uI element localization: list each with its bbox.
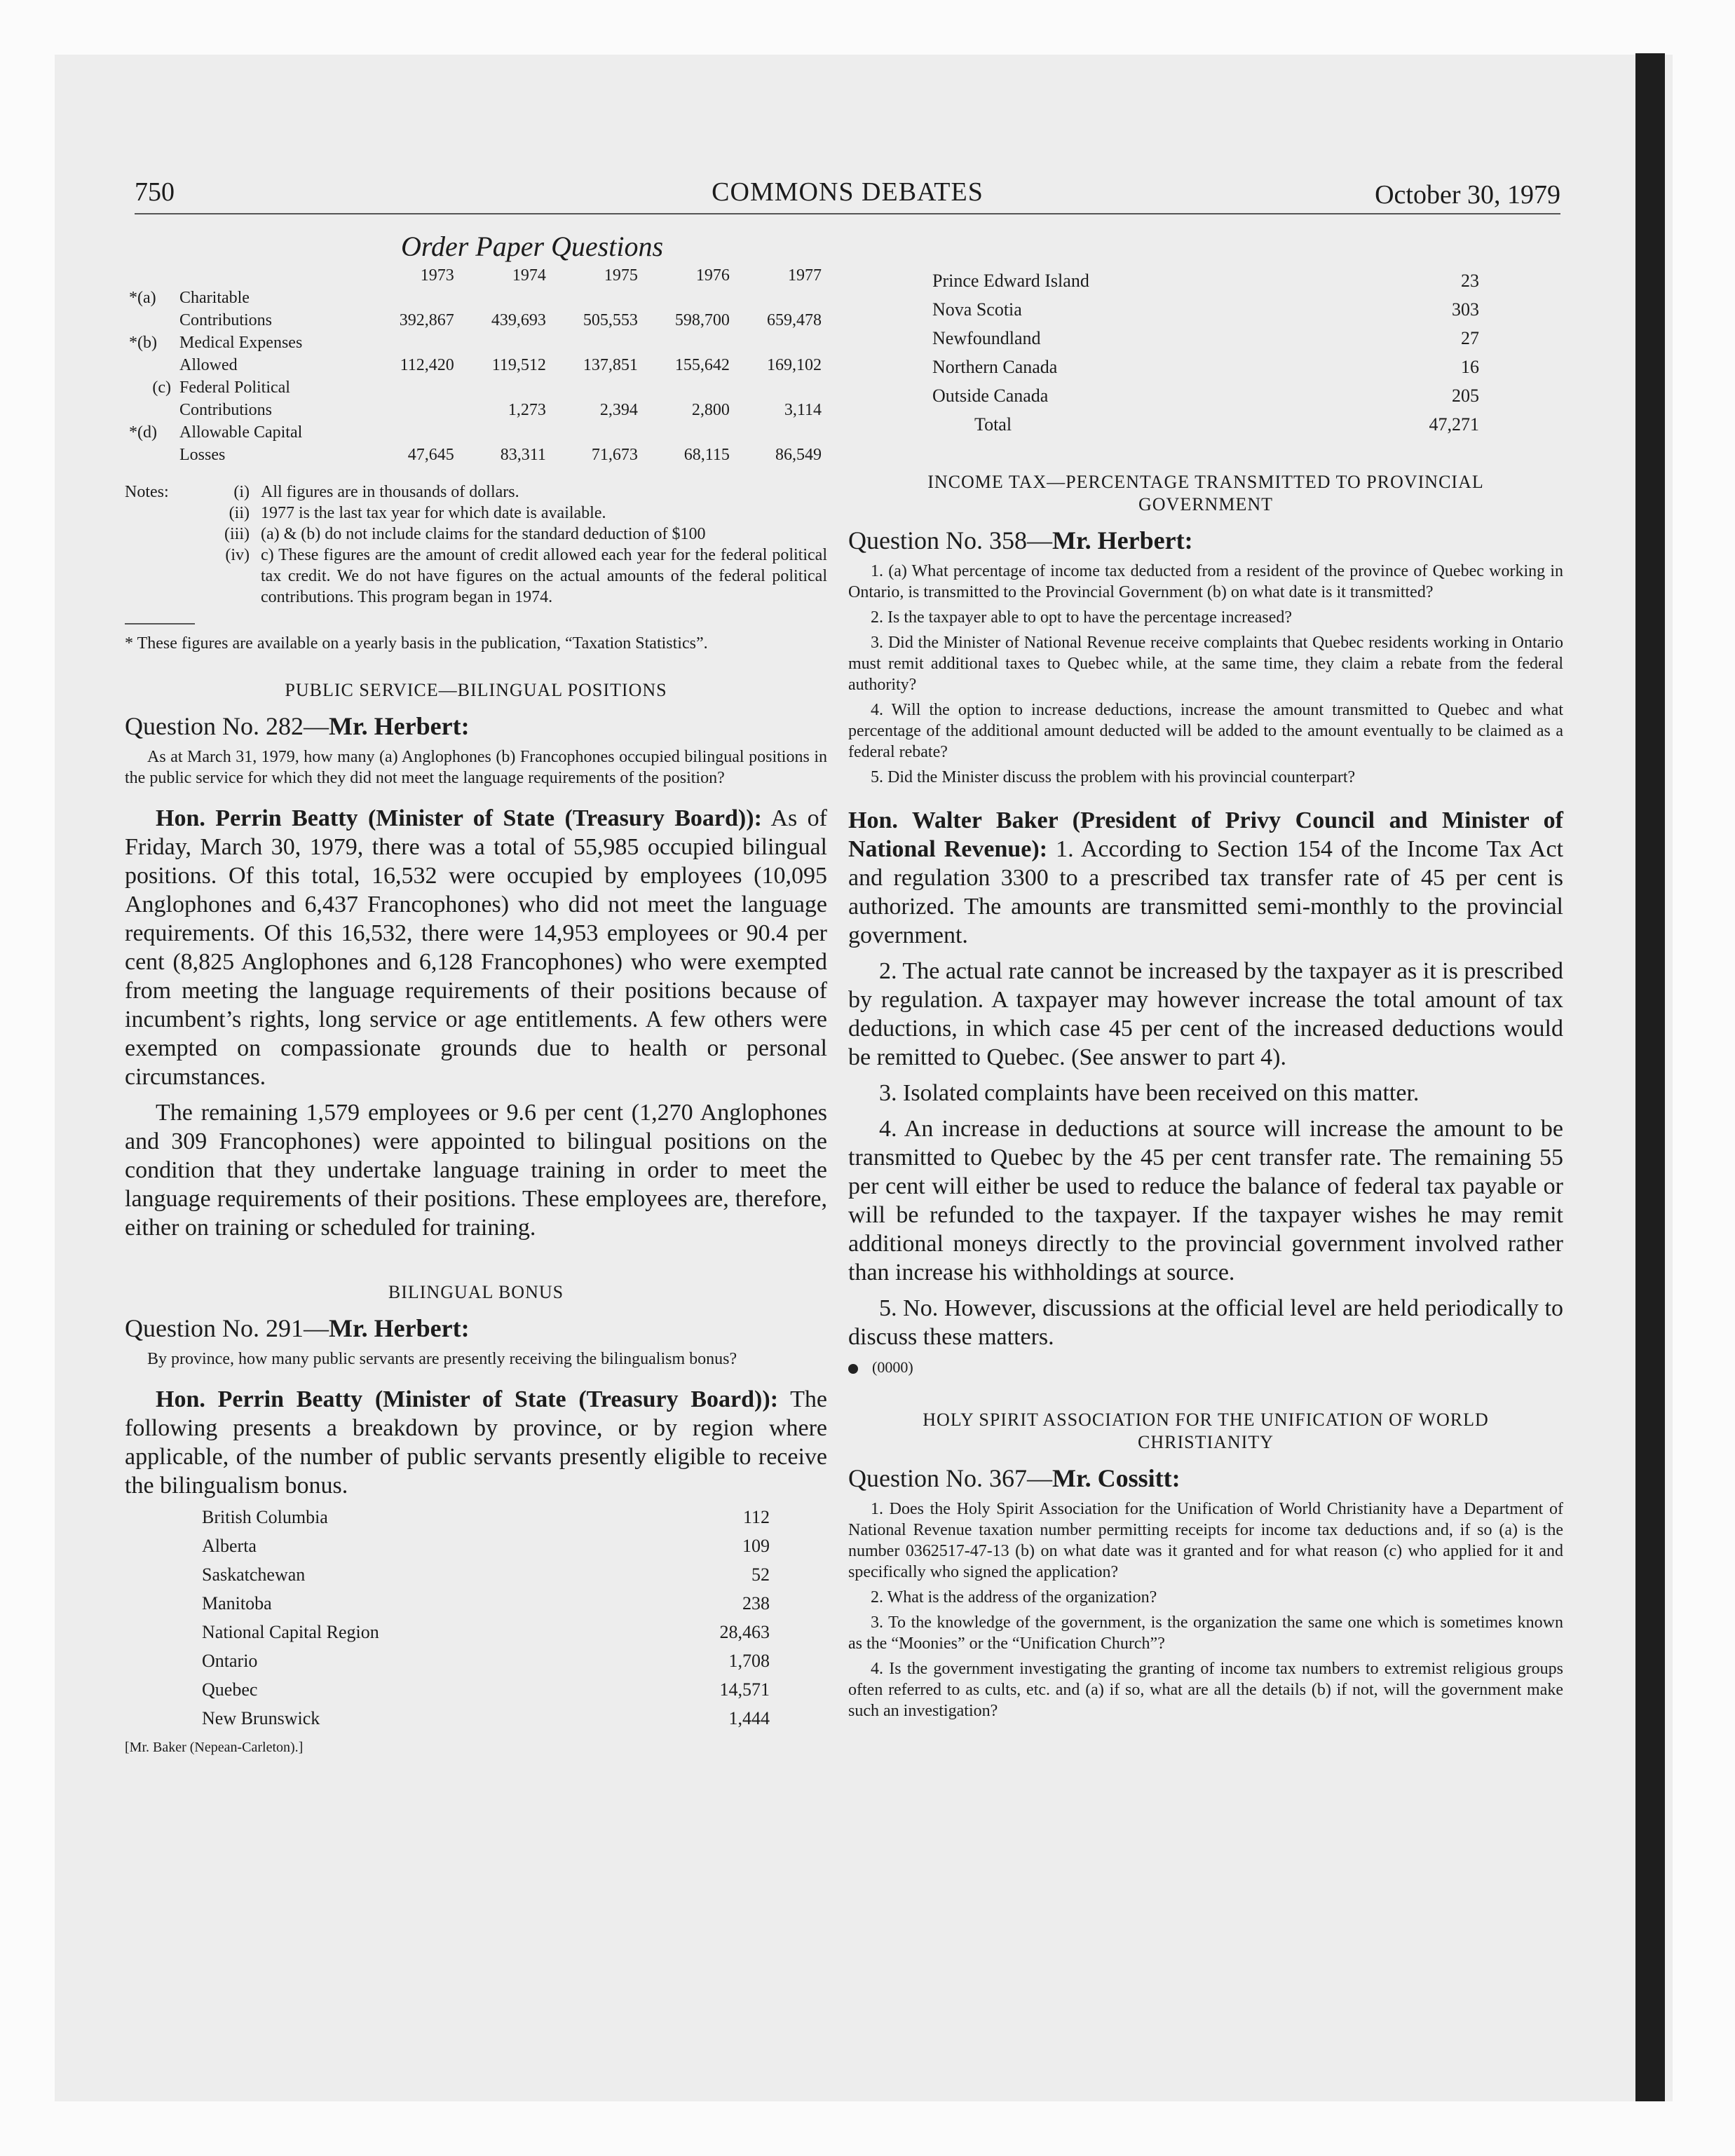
list-item [125,1531,770,1560]
question-text: 1. Does the Holy Spirit Association for the Unification of World Christianity have a Department of National Revenue taxation number permitting receipts for income tax deductions and, if so (a) is the number 0362517-47-13 (b) on what date was it granted and for what reason (c) who applied for it and specifically who signed the application? [848,1500,1563,1581]
statistics-table [125,264,826,466]
province-count: 52 [751,1564,770,1585]
province-name: Nova Scotia [932,299,1022,320]
year-header: 1977 [788,266,822,285]
table-cell: 439,693 [491,311,546,329]
list-item [125,1560,770,1589]
total-row [848,410,1479,439]
row-label: Losses [179,446,226,464]
row-label: Charitable [179,289,250,307]
province-count: 27 [1461,328,1479,348]
province-name: Outside Canada [932,386,1049,406]
table-notes [125,482,827,608]
row-label: Allowed [179,356,238,374]
note-text: All figures are in thousands of dollars. [261,483,519,501]
table-cell: 68,115 [683,446,730,464]
province-name: Saskatchewan [202,1564,306,1585]
question-member: Mr. Herbert: [329,712,470,740]
province-count: 112 [742,1507,770,1527]
year-header: 1976 [695,266,730,285]
table-cell: 155,642 [674,356,730,374]
province-count: 1,444 [728,1708,770,1728]
table-header-row [125,264,826,287]
speaker-name: Hon. Walter Baker (President of Privy Council and Minister of National Revenue): [848,807,1563,862]
question-heading [848,1464,1563,1493]
answer-paragraph: 4. An increase in deductions at source will increase the amount to be transmitted to Quebec by the 45 per cent transfer rate. The remaining 55 per cent will either be used to reduce the balance of federal tax payable or will be refunded to the taxpayer. If the taxpayer wishes he may remit additional moneys directly to the provincial government involved rather than increase his withholdings at source. [848,1116,1563,1285]
row-label: Federal Political [179,378,290,397]
answer-paragraph: 2. The actual rate cannot be increased by the taxpayer as it is prescribed by regulation. A taxpayer may however increase the total amount of tax deductions, in which case 45 per cent of the increased deductions would be remitted to Quebec. (See answer to part 4). [848,958,1563,1070]
list-item [848,381,1479,410]
province-count: 14,571 [719,1679,770,1700]
province-count: 205 [1452,386,1479,406]
marker-text: (0000) [872,1358,913,1376]
section-heading: BILINGUAL BONUS [388,1282,564,1302]
question-member: Mr. Herbert: [329,1314,470,1342]
table-cell: 1,273 [508,401,546,419]
list-item [125,1503,770,1531]
note-text: (a) & (b) do not include claims for the standard deduction of $100 [261,525,706,543]
list-item [848,324,1479,353]
bullet-icon [848,1364,858,1374]
province-count: 28,463 [719,1622,770,1642]
total-value: 47,271 [1429,414,1479,435]
question-text: 1. (a) What percentage of income tax deducted from a resident of the province of Quebec working in Ontario, is transmitted to the Provincial Government (b) on what date is it transmitted? [848,562,1563,601]
table-cell: 392,867 [399,311,454,329]
answer-text: The following presents a breakdown by province, or by region where applicable, of the number of public servants presently eligible to receive the bilingualism bonus. [125,1386,827,1499]
note-item [125,524,827,545]
question-text: 3. Did the Minister of National Revenue receive complaints that Quebec residents working in Ontario must remit additional taxes to Quebec while, at the same time, they claim a rebate from the federal authority? [848,634,1563,694]
table-cell: 86,549 [775,446,822,464]
province-count: 16 [1461,357,1479,377]
section-title: Order Paper Questions [400,231,664,262]
province-name: National Capital Region [202,1622,379,1642]
list-item [125,1618,770,1646]
divider [125,623,195,625]
right-column [848,266,1563,1726]
row-label: Medical Expenses [179,334,303,352]
section-heading: HOLY SPIRIT ASSOCIATION FOR THE UNIFICATION OF WORLD CHRISTIANITY [923,1410,1489,1452]
province-name: Alberta [202,1536,257,1556]
question-number: Question No. 358— [848,526,1052,554]
table-cell: 119,512 [491,356,546,374]
question-text: 3. To the knowledge of the government, is the organization the same one which is sometimes known as the “Moonies” or the “Unification Church”? [848,1613,1563,1653]
year-header: 1975 [604,266,638,285]
total-label: Total [974,414,1012,435]
speaker-name: Hon. Perrin Beatty (Minister of State (Treasury Board)): [156,805,762,831]
table-cell: 598,700 [674,311,730,329]
table-cell: 169,102 [767,356,822,374]
list-item [125,1675,770,1704]
question-member: Mr. Herbert: [1052,526,1193,554]
note-number: (iii) [224,525,250,543]
province-count: 303 [1452,299,1479,320]
table-row [125,287,826,309]
row-label: Contributions [179,311,273,329]
page-number: 750 [135,177,175,207]
province-count: 23 [1461,271,1479,291]
answer-text: 1. According to Section 154 of the Income Tax Act and regulation 3300 to a prescribed tax transfer rate of 45 per cent is authorized. The amounts are transmitted semi-monthly to the provincial government. [848,836,1564,948]
note-item [125,545,827,608]
notes-label: Notes: [125,483,169,501]
question-text: As at March 31, 1979, how many (a) Anglophones (b) Francophones occupied bilingual positions in the public service for which they did not meet the language requirements of the position? [125,748,827,787]
question-text: By province, how many public servants are presently receiving the bilingualism bonus? [147,1350,737,1368]
answer-paragraph: 3. Isolated complaints have been received on this matter. [879,1080,1420,1106]
answer-paragraph [848,806,1563,950]
list-item [125,1589,770,1618]
table-row [125,421,826,444]
province-count: 109 [742,1536,770,1556]
list-item [848,353,1479,381]
table-cell: 2,394 [599,401,638,419]
table-row [125,332,826,354]
province-list-continued [848,266,1479,439]
scan-edge-bar [1635,53,1665,2101]
row-marker: *(b) [129,334,157,352]
year-header: 1973 [420,266,454,285]
row-label: Contributions [179,401,273,419]
question-number: Question No. 291— [125,1314,329,1342]
table-row [125,309,826,332]
speaker-attribution: [Mr. Baker (Nepean-Carleton).] [125,1740,304,1755]
table-cell: 2,800 [691,401,730,419]
list-item [848,266,1479,295]
table-cell: 505,553 [583,311,638,329]
table-cell: 659,478 [767,311,822,329]
question-text: 4. Will the option to increase deductions, increase the amount transmitted to Quebec and what percentage of the additional amount deducted will be added to the amount eventually to be claimed as a federal rebate? [848,701,1563,761]
footnote: * These figures are available on a yearly basis in the publication, “Taxation Statistics”. [125,634,708,653]
province-count: 1,708 [728,1651,770,1671]
question-heading [125,1314,827,1343]
table-cell: 71,673 [591,446,638,464]
table-cell: 112,420 [400,356,454,374]
table-row [125,444,826,466]
question-number: Question No. 282— [125,712,329,740]
table-cell: 3,114 [784,401,822,419]
publication-title: COMMONS DEBATES [712,177,984,207]
list-item [125,1646,770,1675]
page-header [135,177,1560,214]
answer-paragraph: 5. No. However, discussions at the official level are held periodically to discuss these matters. [848,1295,1563,1350]
question-member: Mr. Cossitt: [1052,1464,1181,1492]
table-row [125,399,826,421]
row-marker: *(d) [129,423,157,442]
province-list [125,1503,770,1733]
province-name: Prince Edward Island [932,271,1089,291]
year-header: 1974 [512,266,546,285]
left-column [125,224,827,1756]
question-text: 5. Did the Minister discuss the problem with his provincial counterpart? [871,768,1356,786]
time-marker [848,1358,1563,1377]
answer-paragraph [125,1385,827,1500]
table-cell [367,399,458,421]
table-cell: 47,645 [407,446,454,464]
province-name: New Brunswick [202,1708,320,1728]
province-name: Ontario [202,1651,258,1671]
note-text: 1977 is the last tax year for which date is available. [261,504,606,522]
table-cell: 83,311 [500,446,546,464]
question-number: Question No. 367— [848,1464,1052,1492]
note-number: (iv) [225,546,250,564]
province-name: Manitoba [202,1593,272,1613]
table-cell: 137,851 [583,356,638,374]
question-heading [848,526,1563,555]
note-item [125,503,827,524]
question-text: 2. What is the address of the organization? [871,1588,1157,1606]
answer-text: As of Friday, March 30, 1979, there was a total of 55,985 occupied bilingual positions. Of this total, 16,532 were occupied by employees (10,095 Anglophones and 6,437 Francophones) who did not meet the language requirements. Of this 16,532, there were 14,953 employees or 90.4 per cent (8,825 Anglophones and 6,128 Francophones) who were exempted from meeting the language requirements of their positions because of incumbent’s rights, long service or age entitlements. A few others were exempted on compassionate grounds due to health or personal circumstances. [125,805,828,1090]
note-item [125,482,827,503]
province-name: British Columbia [202,1507,328,1527]
province-name: Northern Canada [932,357,1058,377]
row-label: Allowable Capital [179,423,303,442]
note-text: c) These figures are the amount of credit allowed each year for the federal political tax credit. We do not have figures on the actual amounts of the federal political contributions. This program began in 1974. [261,546,827,606]
list-item [125,1704,770,1733]
province-count: 238 [742,1593,770,1613]
province-name: Quebec [202,1679,258,1700]
question-text: 2. Is the taxpayer able to opt to have the percentage increased? [871,608,1293,627]
question-text: 4. Is the government investigating the granting of income tax numbers to extremist religious groups often referred to as cults, etc. and (a) if so, what are all the details (b) if not, will the government make such an investigation? [848,1660,1563,1720]
question-heading [125,711,827,741]
province-name: Newfoundland [932,328,1041,348]
answer-paragraph: The remaining 1,579 employees or 9.6 per cent (1,270 Anglophones and 309 Francophones) were appointed to bilingual positions on the condition that they undertake language training in order to meet the language requirements of their positions. These employees are, therefore, either on training or scheduled for training. [125,1100,827,1241]
row-marker: (c) [152,378,171,397]
note-number: (ii) [229,504,250,522]
section-heading: INCOME TAX—PERCENTAGE TRANSMITTED TO PROVINCIAL GOVERNMENT [927,472,1484,514]
answer-paragraph [125,804,827,1091]
row-marker: *(a) [129,289,156,307]
note-number: (i) [233,483,250,501]
list-item [848,295,1479,324]
table-row [125,376,826,399]
issue-date: October 30, 1979 [1375,180,1560,210]
speaker-name: Hon. Perrin Beatty (Minister of State (Treasury Board)): [156,1386,779,1412]
section-heading: PUBLIC SERVICE—BILINGUAL POSITIONS [285,680,667,700]
table-row [125,354,826,376]
